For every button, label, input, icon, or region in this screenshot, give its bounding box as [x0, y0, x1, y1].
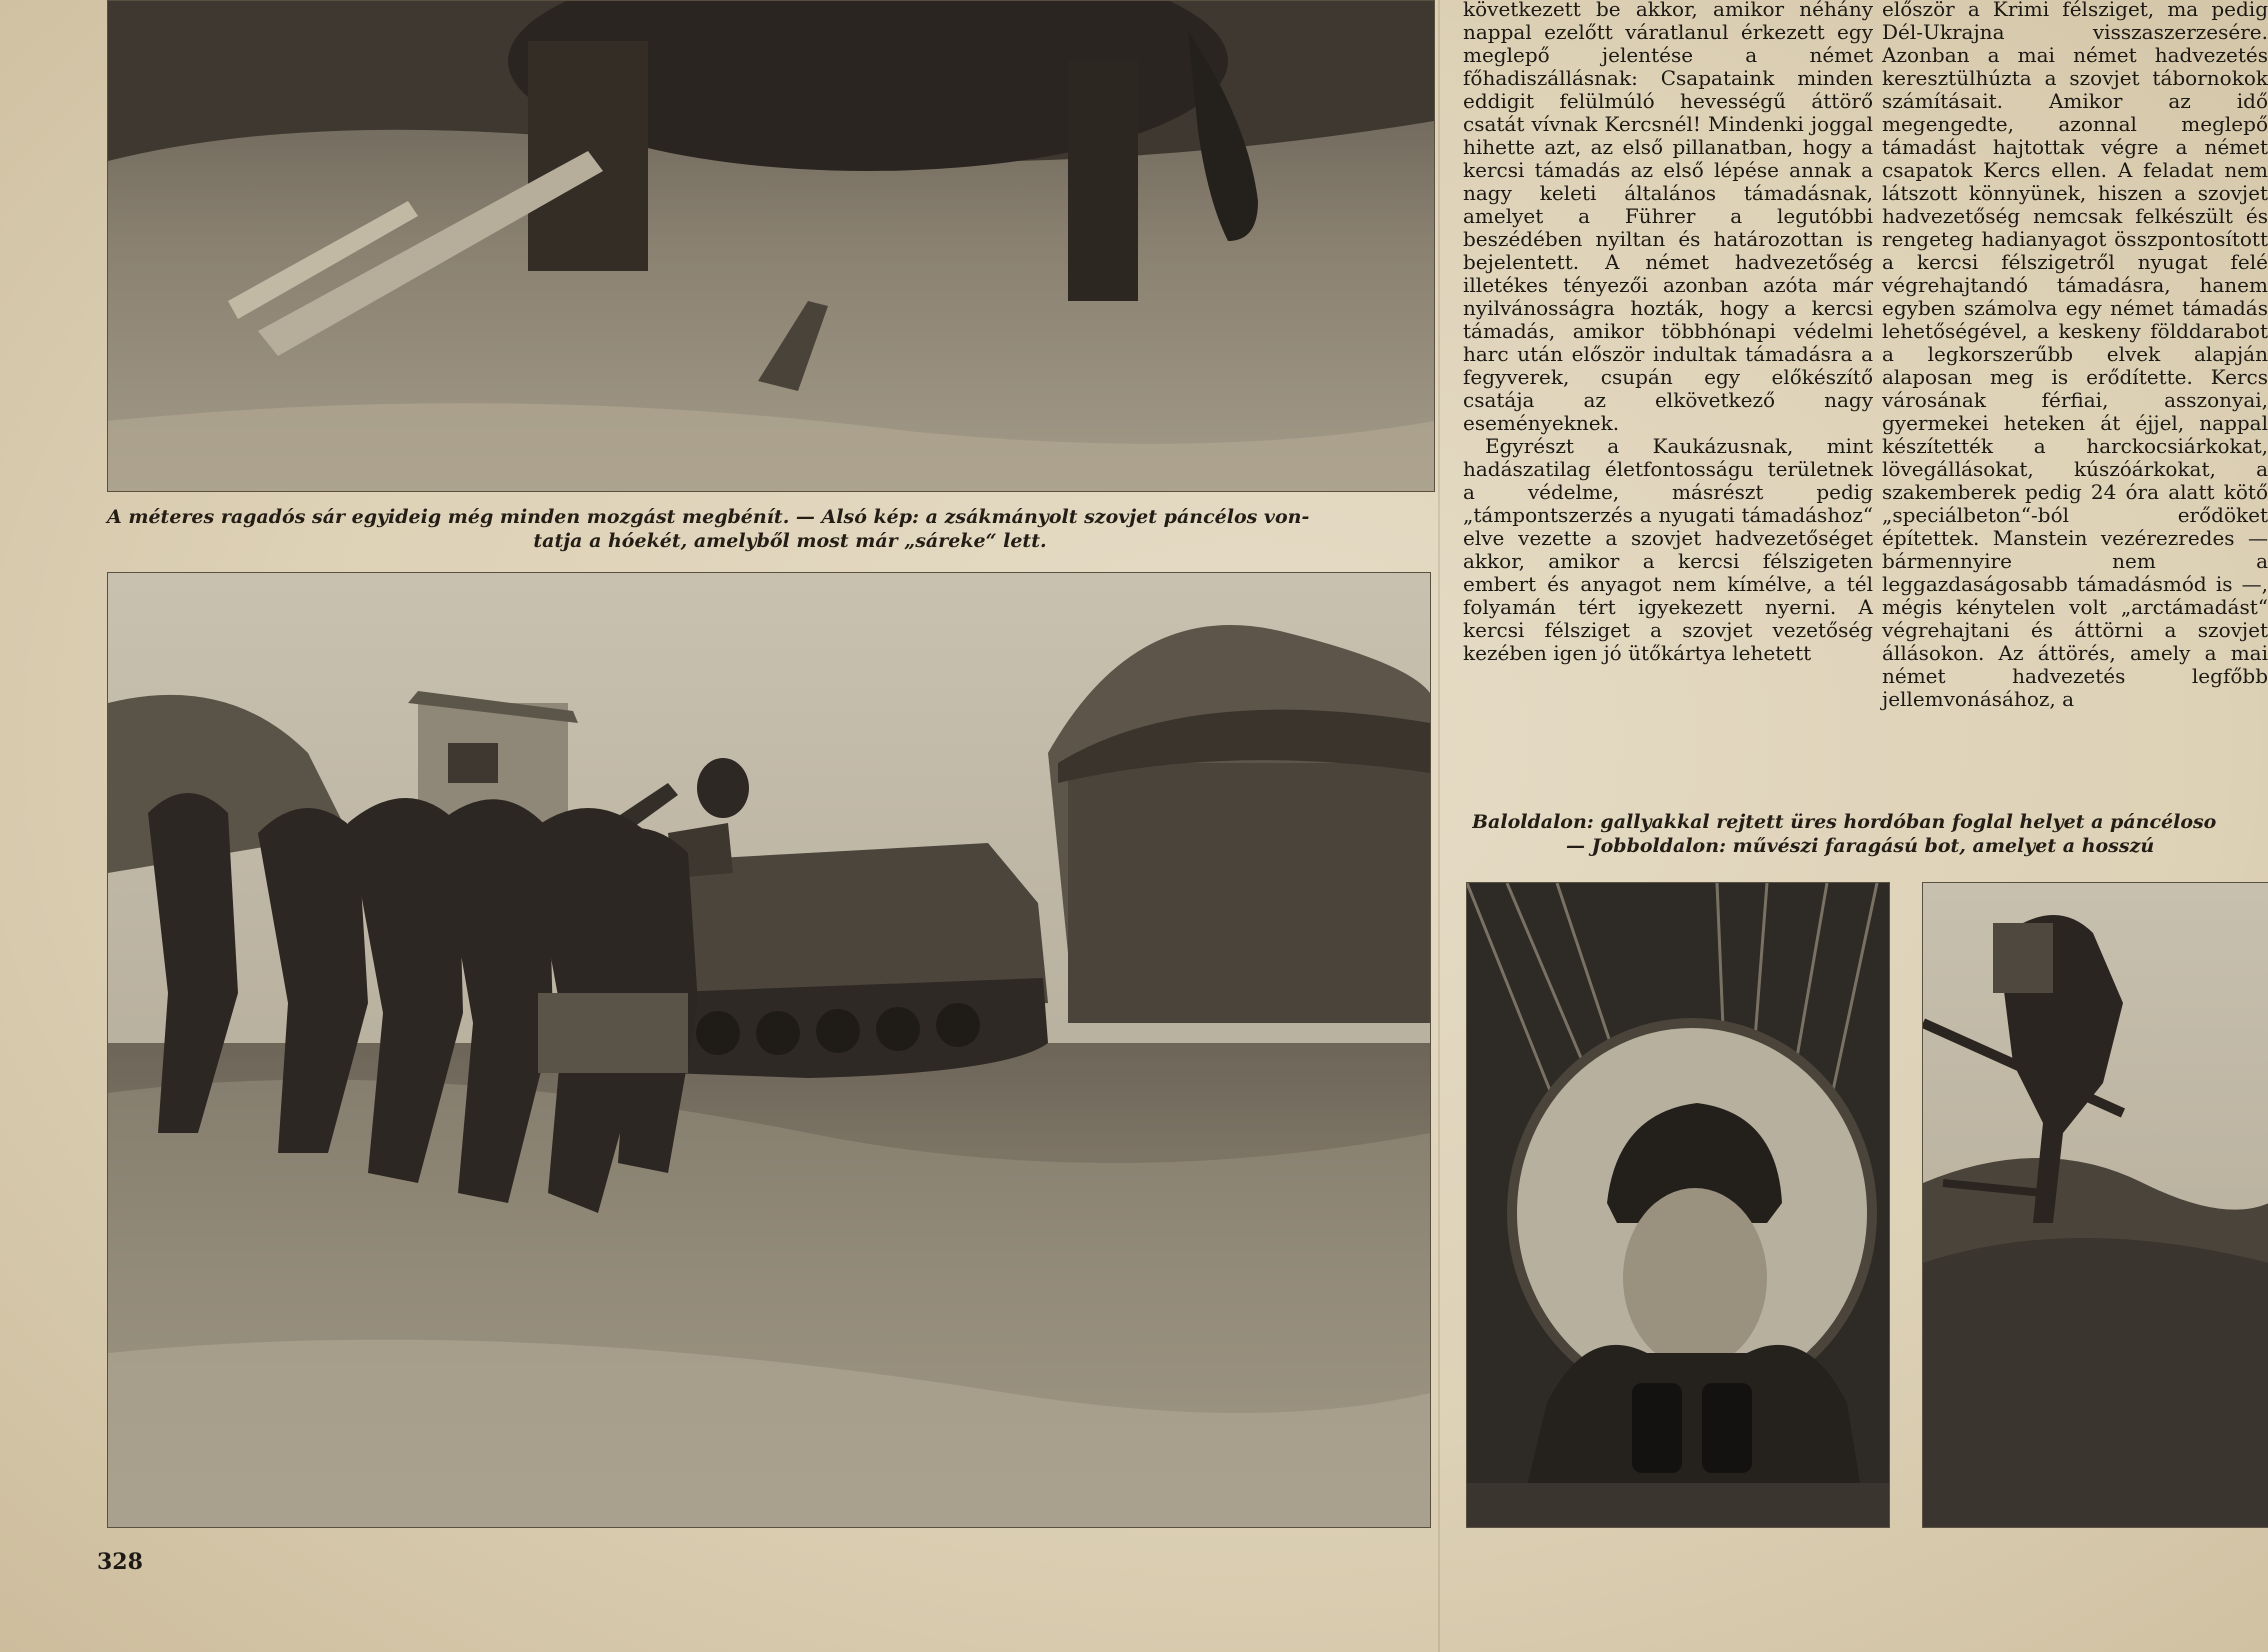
right-caption-line-1: Baloldalon: gallyakkal rejtett üres hordóban foglal helyet a páncéloso	[1472, 811, 2217, 833]
article-column-right	[1882, 0, 2268, 711]
article-column-middle	[1463, 0, 1873, 665]
page-fold	[1438, 0, 1440, 1652]
photo-soldier-binoculars	[1466, 882, 1890, 1528]
article-paragraph: először a Krimi félsziget, ma pedig Dél-Ukrajna visszaszerzesére. Azonban a mai német hadvezetés keresztülhúzta a szovjet tábornokok számításait. Amikor az idő megengedte, azonnal meglepő támadást hajtottak végre a német csapatok Kercs ellen. A feladat nem látszott könnyünek, hiszen a szovjet hadvezetőség nemcsak felkészült és rengeteg hadianyagot összpontosított a kercsi félszigetről nyugat felé végrehajtandó támadásra, hanem egyben számolva egy német támadás lehetőségével, a keskeny földdarabot a legkorszerűbb elvek alapján alaposan meg is erődítette. Kercs városának férfiai, asszonyai, gyermekei heteken át éjjel, nappal készítették a harckocsiárkokat, lövegállásokat, kúszóárkokat, a szakemberek pedig 24 óra alatt kötő „speciálbeton“-ból erődöket építettek. Manstein vezérezredes — bármennyire nem a leggazdaságosabb támadásmód is —, mégis kénytelen volt „arctámadást“ végrehajtani és áttörni a szovjet állásokon. Az áttörés, amely a mai német hadvezetés legfőbb jellemvonásához, a	[1882, 0, 2268, 711]
photo-mud-horse	[107, 0, 1435, 492]
right-caption-line-2: — Jobboldalon: művészi faragású bot, amelyet a hosszú	[1566, 835, 2155, 857]
article-paragraph: következett be akkor, amikor néhány nappal ezelőtt váratlanul érkezett egy meglepő jelentése a német főhadiszállásnak: Csapataink minden eddigit felülmúló hevességű áttörő csatát vívnak Kercsnél! Mindenki joggal hihette azt, az első pillanatban, hogy a kercsi támadás az első lépése annak a nagy keleti általános támadásnak, amelyet a Führer a legutóbbi beszédében nyiltan és határozottan is bejelentett. A német hadvezetőség illetékes tényezői azonban azóta már nyilvánosságra hozták, hogy a kercsi támadás, amikor többhónapi védelmi harc után először indultak támadásra a fegyverek, csupán egy előkészítő csatája az elkövetkező nagy eseményeknek.	[1463, 0, 1873, 435]
top-caption-line-1: A méteres ragadós sár egyideig még minden mozgást megbénít. — Alsó kép: a zsákmányolt szovjet páncélos von-	[107, 506, 1310, 528]
article-paragraph: Egyrészt a Kaukázusnak, mint hadászatilag életfontosságu területnek a védelme, másrészt pedig „támpontszerzés a nyugati támadáshoz“ elve vezette a szovjet hadvezetőséget akkor, amikor a kercsi félszigeten embert és anyagot nem kímélve, a tél folyamán tért igyekezett nyerni. A kercsi félsziget a szovjet vezetőség kezében igen jó ütőkártya lehetett	[1463, 434, 1873, 665]
photo-tank-plough	[107, 572, 1431, 1528]
top-caption-line-2: tatja a hóekét, amelyből most már „sáreke“ lett.	[533, 530, 1047, 552]
page-number: 328	[97, 1549, 143, 1575]
top-photo-caption	[107, 505, 1433, 553]
photo-soldier-climbing	[1922, 882, 2268, 1528]
right-photo-caption	[1472, 810, 2268, 858]
